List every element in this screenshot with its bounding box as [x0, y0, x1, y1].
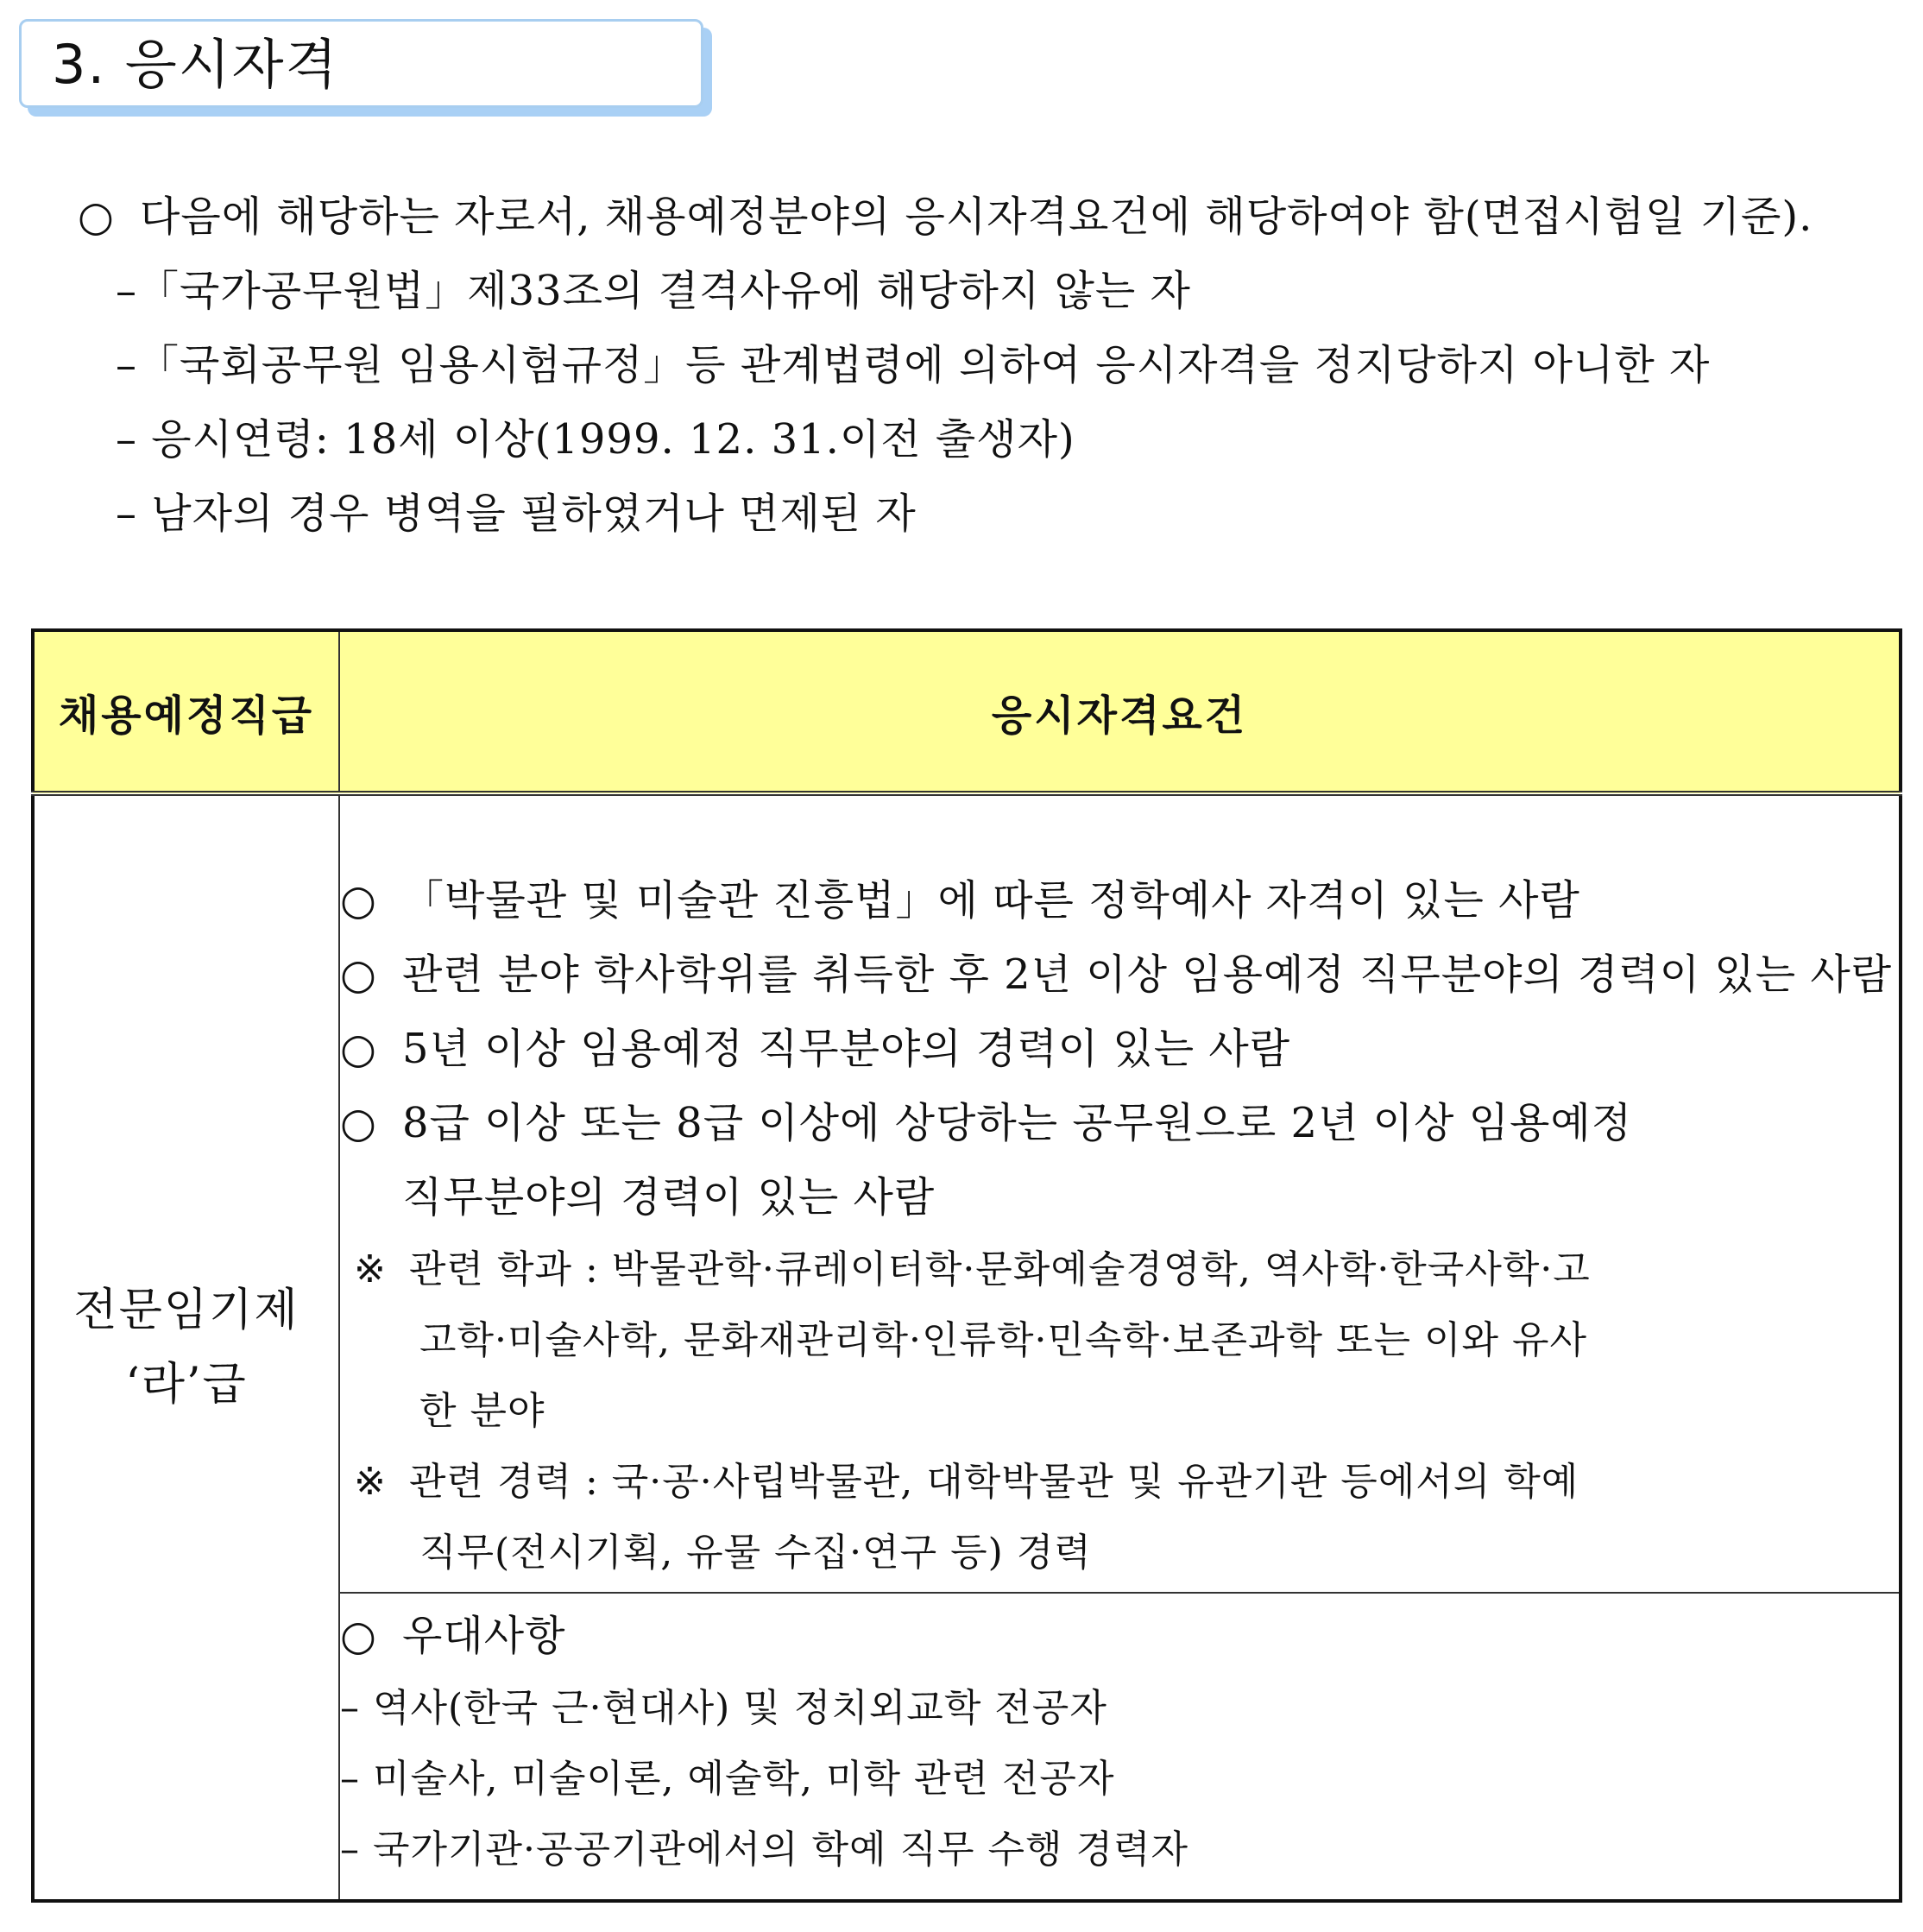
- grade-cell: [33, 793, 339, 1901]
- intro-item: – 남자의 경우 병역을 필하였거나 면제된 자: [116, 489, 917, 538]
- intro-block: [78, 180, 1899, 551]
- table-row: [33, 793, 1901, 1593]
- note-mark: ※: [354, 1460, 387, 1504]
- table-header-row: [33, 630, 1901, 793]
- intro-main-text: 다음에 해당하는 자로서, 채용예정분야의 응시자격요건에 해당하여야 함(면접시험일 기준).: [140, 193, 1813, 241]
- note-continuation: 고학·미술사학, 문화재관리학·인류학·민속학·보존과학 또는 이와 유사: [419, 1318, 1587, 1362]
- intro-item: –「국가공무원법」제33조의 결격사유에 해당하지 않는 자: [116, 267, 1191, 315]
- requirement-item: ○ 「박물관 및 미술관 진흥법」에 따른 정학예사 자격이 있는 사람: [340, 876, 1580, 925]
- preference-item: – 국가기관·공공기관에서의 학예 직무 수행 경력자: [340, 1828, 1188, 1872]
- intro-main-line: [78, 180, 1899, 254]
- note-continuation: 직무(전시기획, 유물 수집·연구 등) 경력: [419, 1531, 1092, 1575]
- note-line: ※ 관련 학과 : 박물관학·큐레이터학·문화예술경영학, 역사학·한국사학·고: [340, 1234, 1899, 1305]
- circle-bullet: ○: [78, 193, 115, 241]
- intro-item: – 응시연령: 18세 이상(1999. 12. 31.이전 출생자): [116, 415, 1075, 464]
- header-grade: 채용예정직급: [33, 630, 339, 793]
- note-line: ※ 관련 경력 : 국·공·사립박물관, 대학박물관 및 유관기관 등에서의 학예: [340, 1447, 1899, 1518]
- grade-line-2: ‘라’급: [125, 1359, 248, 1411]
- requirement-continuation: 직무분야의 경력이 있는 사람: [402, 1173, 936, 1222]
- header-requirements: 응시자격요건: [339, 630, 1901, 793]
- note-mark: ※: [354, 1247, 387, 1291]
- intro-item: –「국회공무원 임용시험규정」등 관계법령에 의하여 응시자격을 정지당하지 아니한 자: [116, 341, 1711, 389]
- requirement-item: ○ 관련 분야 학사학위를 취득한 후 2년 이상 임용예정 직무분야의 경력이 있는 사람: [340, 950, 1893, 999]
- preference-item: – 역사(한국 근·현대사) 및 정치외교학 전공자: [340, 1686, 1107, 1731]
- preferences-cell: [339, 1593, 1901, 1901]
- grade-line-1: 전문임기제: [73, 1285, 299, 1336]
- section-title-box: [19, 19, 703, 108]
- requirement-item: ○ 5년 이상 임용예정 직무분야의 경력이 있는 사람: [340, 1025, 1291, 1073]
- qualification-table: [31, 628, 1902, 1903]
- section-title: 3. 응시자격: [52, 33, 339, 96]
- note-continuation: 한 분야: [419, 1389, 545, 1433]
- preference-title: ○ 우대사항: [340, 1612, 566, 1661]
- requirements-cell: [339, 793, 1901, 1593]
- requirement-item: ○ 8급 이상 또는 8급 이상에 상당하는 공무원으로 2년 이상 임용예정: [340, 1099, 1633, 1147]
- preference-item: – 미술사, 미술이론, 예술학, 미학 관련 전공자: [340, 1757, 1115, 1802]
